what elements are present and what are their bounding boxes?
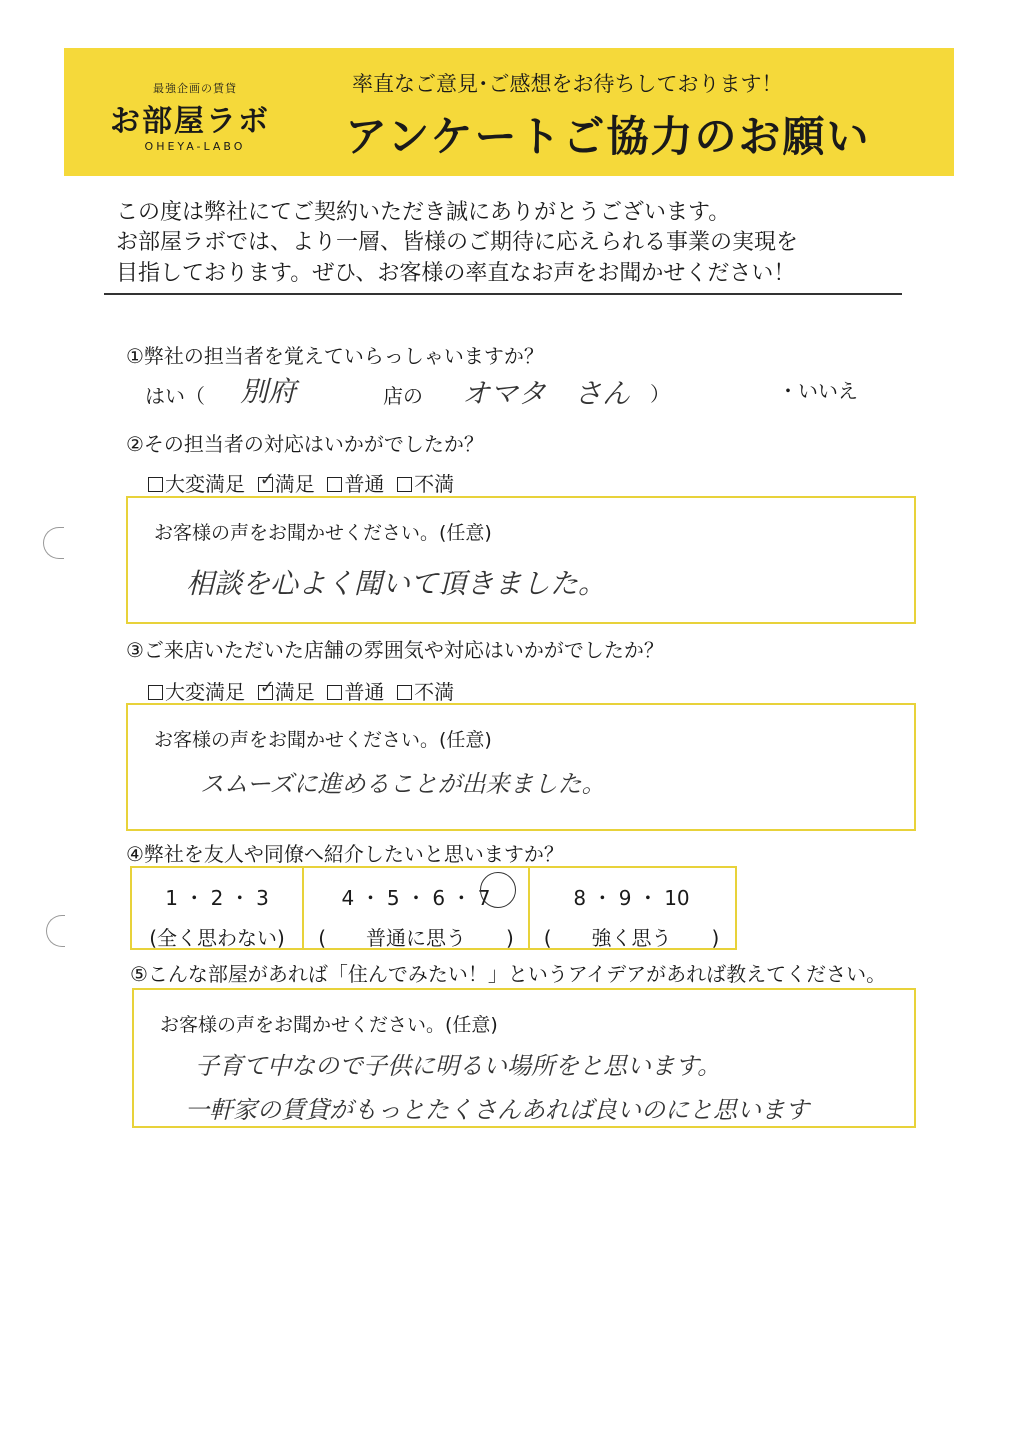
q1-no: ・いいえ — [778, 379, 858, 403]
intro-line-3: 目指しております。ぜひ、お客様の率直なお声をお聞かせください！ — [116, 261, 796, 286]
q2-option-satisfied[interactable]: ✓ 満足 — [259, 469, 315, 496]
selected-score-circle — [480, 872, 516, 908]
q3-option-dissatisfied[interactable]: 不満 — [397, 680, 454, 704]
q1-yes-open: はい（ — [145, 384, 205, 408]
scale-numbers: 4 ・ 5 ・ 6 ・ 7 — [341, 886, 491, 910]
q2-options — [148, 468, 454, 497]
checkbox[interactable] — [327, 685, 342, 700]
q2-option-normal[interactable]: 普通 — [327, 472, 384, 496]
checkbox[interactable] — [148, 685, 163, 700]
scale-group-low[interactable] — [132, 868, 302, 948]
intro-line-2: お部屋ラボでは、より一層、皆様のご期待に応えられる事業の実現を — [116, 230, 799, 255]
q2-voice-box — [126, 496, 916, 624]
scale-label: ( 普通に思う ) — [318, 926, 514, 950]
checkbox-checked[interactable] — [258, 469, 275, 492]
scale-label: ( 強く思う ) — [543, 926, 720, 950]
q2-answer: 相談を心よく聞いて頂きました。 — [186, 567, 607, 600]
recommend-scale — [130, 866, 737, 950]
punch-hole-mark — [46, 915, 65, 947]
q3-option-normal[interactable]: 普通 — [327, 680, 384, 704]
checkbox-checked[interactable] — [258, 677, 275, 700]
q5-voice-label: お客様の声をお聞かせください。(任意) — [160, 1014, 498, 1036]
question-5: ⑤こんな部屋があれば「住んでみたい！」というアイデアがあれば教えてください。 — [130, 962, 887, 986]
question-4: ④弊社を友人や同僚へ紹介したいと思いますか？ — [126, 842, 564, 866]
q3-option-satisfied[interactable]: ✓ 満足 — [259, 677, 315, 704]
q2-option-dissatisfied[interactable]: 不満 — [397, 472, 454, 496]
page-title: アンケートご協力のお願い — [345, 112, 871, 161]
q5-answer-line-1: 子育て中なので子供に明るい場所をと思います。 — [195, 1052, 722, 1080]
checkbox[interactable] — [327, 477, 342, 492]
q5-answer-line-2: 一軒家の賃貸がもっとたくさんあれば良いのにと思います — [185, 1096, 809, 1124]
question-2: ②その担当者の対応はいかがでしたか？ — [126, 432, 484, 456]
intro-line-1: この度は弊社にてご契約いただき誠にありがとうございます。 — [116, 200, 731, 225]
checkbox[interactable] — [397, 685, 412, 700]
q1-yes-close: ） — [650, 382, 670, 406]
q2-option-very-satisfied[interactable]: 大変満足 — [148, 472, 245, 496]
check-mark-icon: ✓ — [259, 469, 275, 490]
scale-numbers: 1 ・ 2 ・ 3 — [165, 886, 269, 910]
q3-options — [148, 676, 454, 705]
q1-staff-handwritten: オマタ さん — [462, 377, 631, 410]
divider — [104, 293, 902, 295]
q1-store-handwritten: 別府 — [240, 375, 297, 408]
question-1: ①弊社の担当者を覚えていらっしゃいますか？ — [126, 344, 544, 368]
checkbox[interactable] — [397, 477, 412, 492]
check-mark-icon: ✓ — [259, 677, 275, 698]
logo-tagline: 最強企画の賃貸 — [153, 82, 237, 95]
scale-group-high[interactable] — [530, 868, 733, 948]
header-subtitle: 率直なご意見･ご感想をお待ちしております！ — [352, 72, 783, 96]
checkbox[interactable] — [148, 477, 163, 492]
scale-label: (全く思わない) — [149, 926, 285, 950]
logo: お部屋ラボ — [110, 104, 270, 139]
q3-option-very-satisfied[interactable]: 大変満足 — [148, 680, 245, 704]
q1-store-label: 店の — [383, 384, 423, 408]
q2-voice-label: お客様の声をお聞かせください。(任意) — [154, 522, 492, 544]
q3-answer: スムーズに進めることが出来ました。 — [200, 770, 606, 798]
question-3: ③ご来店いただいた店舗の雰囲気や対応はいかがでしたか？ — [126, 638, 664, 662]
punch-hole-mark — [43, 527, 64, 559]
q3-voice-label: お客様の声をお聞かせください。(任意) — [154, 729, 492, 751]
scale-numbers: 8 ・ 9 ・ 10 — [573, 886, 690, 910]
logo-english: OHEYA-LABO — [144, 140, 246, 153]
